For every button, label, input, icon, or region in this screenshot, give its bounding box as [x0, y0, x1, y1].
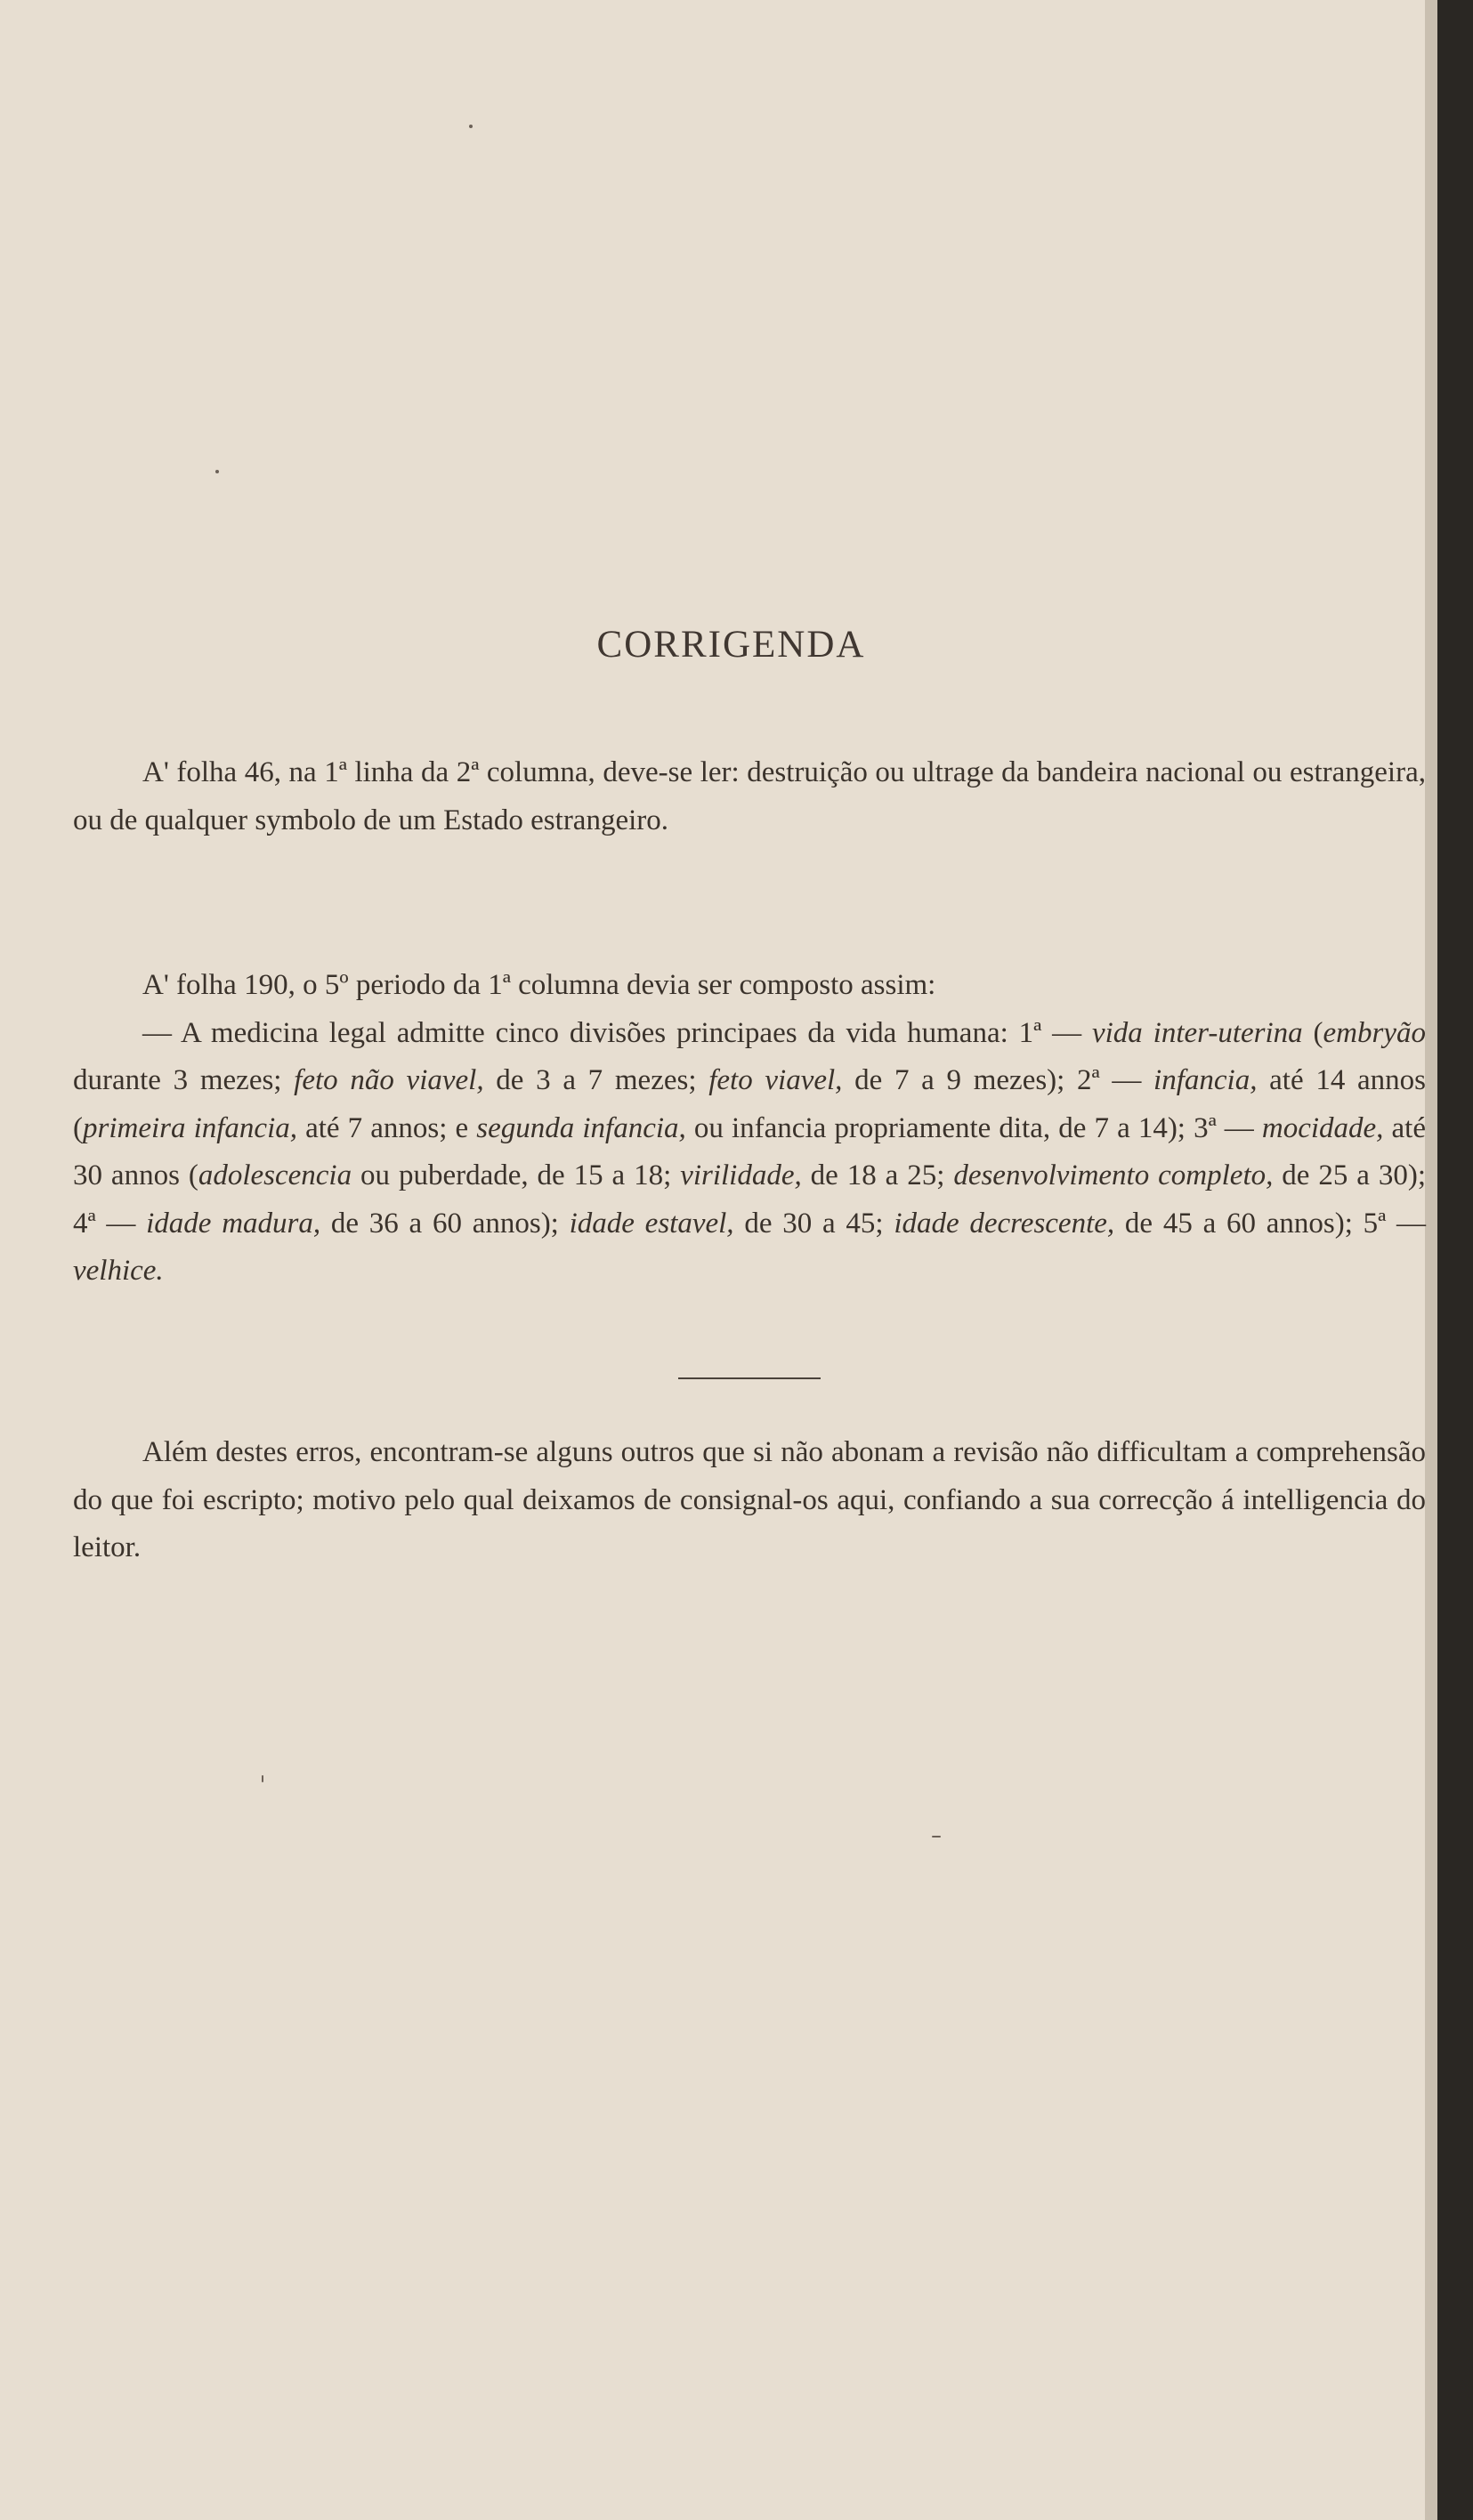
paper-speck: [469, 125, 473, 128]
correction-paragraph-1: [73, 749, 1426, 844]
text-run: de 36 a 60 annos);: [320, 1207, 570, 1240]
text-run: até 7 annos; e: [297, 1111, 477, 1144]
correction-paragraph-2: [73, 962, 1426, 1296]
italic-term: vida inter-uterina: [1091, 1016, 1303, 1049]
italic-term: feto viavel,: [708, 1064, 843, 1096]
text-run: até 14 annos (: [73, 1064, 1427, 1144]
correction-text-1: A' folha 46, na 1ª linha da 2ª columna, deve-se ler: destruição ou ultrage da bandeira nacional ou estrangeira, ou de qualquer symbolo de um Estado estrangeiro.: [73, 756, 1426, 836]
text-run: até 30 annos (: [73, 1111, 1427, 1191]
italic-term: segunda infancia,: [476, 1111, 686, 1144]
text-run: de 18 a 25;: [801, 1159, 954, 1191]
text-run: de 25 a 30); 4ª —: [73, 1159, 1426, 1240]
paper-speck: [262, 1775, 263, 1782]
page-edge-fade: [1425, 0, 1437, 2520]
correction-text-2: [73, 1010, 1426, 1296]
italic-term: embryão: [1323, 1016, 1426, 1049]
closing-text: Além destes erros, encontram-se alguns outros que si não abonam a revisão não difficultam a comprehensão do que foi escripto; motivo pelo qual deixamos de consignal-os aqui, confiando a sua correcção á intelligencia do leitor.: [73, 1436, 1426, 1563]
italic-term: velhice.: [73, 1255, 164, 1287]
page-title: CORRIGENDA: [596, 624, 866, 666]
paper-speck: [215, 470, 219, 473]
italic-term: desenvolvimento completo,: [953, 1159, 1274, 1191]
italic-term: virilidade,: [680, 1159, 802, 1191]
text-run: ou puberdade, de 15 a 18;: [352, 1159, 681, 1191]
text-run: ou infancia propriamente dita, de 7 a 14); 3ª —: [685, 1111, 1262, 1144]
correction-intro-2: A' folha 190, o 5º periodo da 1ª columna devia ser composto assim:: [142, 969, 936, 1001]
italic-term: infancia,: [1153, 1064, 1258, 1096]
text-run: (: [1302, 1016, 1323, 1049]
section-divider: [678, 1377, 821, 1379]
italic-term: idade decrescente,: [894, 1207, 1115, 1240]
page-edge-shadow: [1437, 0, 1473, 2520]
text-run: durante 3 mezes;: [73, 1064, 295, 1096]
italic-term: adolescencia: [198, 1159, 352, 1191]
closing-paragraph: [73, 1429, 1426, 1572]
italic-term: idade estavel,: [569, 1207, 734, 1240]
text-run: de 7 a 9 mezes); 2ª —: [842, 1064, 1154, 1096]
italic-term: primeira infancia,: [83, 1111, 298, 1144]
text-run: — A medicina legal admitte cinco divisões principaes da vida humana: 1ª —: [142, 1016, 1092, 1049]
italic-term: mocidade,: [1261, 1111, 1384, 1144]
text-run: de 3 a 7 mezes;: [483, 1064, 709, 1096]
text-run: de 45 a 60 annos); 5ª —: [1114, 1207, 1426, 1240]
text-run: de 30 a 45;: [733, 1207, 894, 1240]
italic-term: idade madura,: [146, 1207, 321, 1240]
italic-term: feto não viavel,: [294, 1064, 484, 1096]
paper-speck: [932, 1836, 941, 1838]
